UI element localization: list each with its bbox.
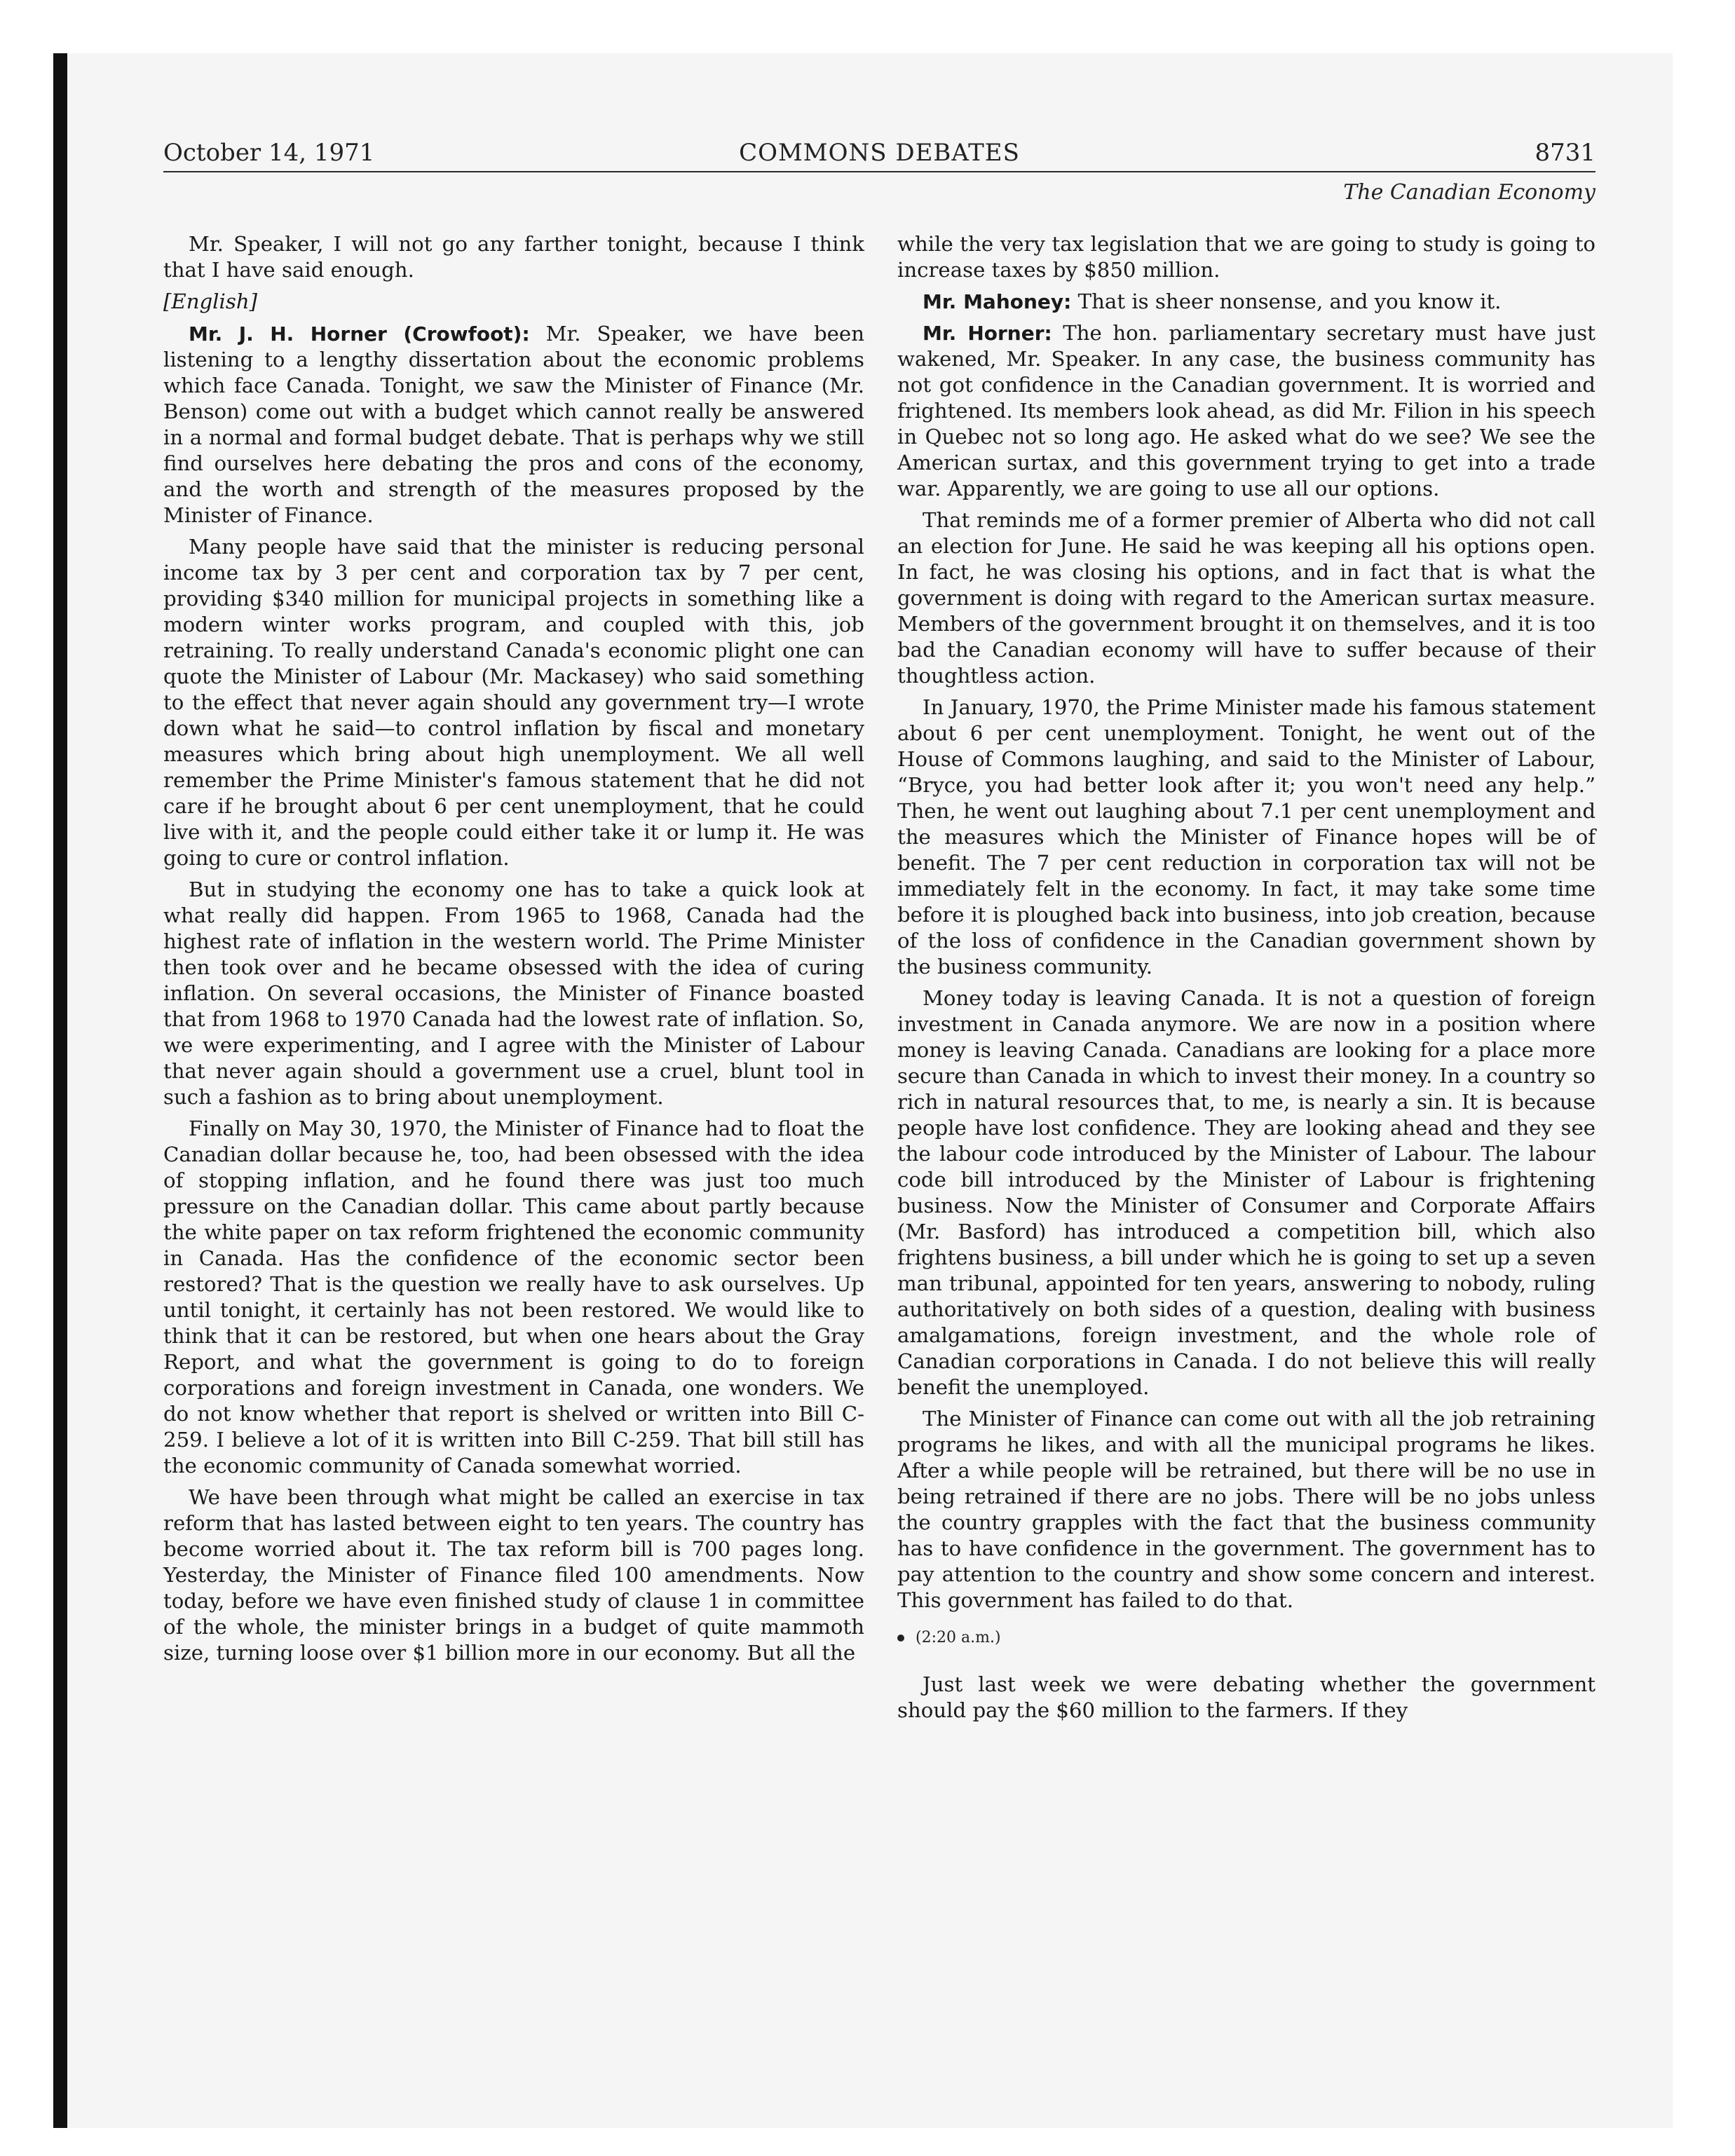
paragraph-text: The hon. parliamentary secretary must have just wakened, Mr. Speaker. In any case, the business community has not got confidence in the Canadian government. It is worried and frightened. Its members look ahead, as did Mr. Filion in his speech in Quebec not so long ago. He asked what do we see? We see the American surtax, and this government trying to get into a trade war. Apparently, we are going to use all our options. xyxy=(897,321,1595,500)
right-column xyxy=(897,231,1595,1729)
header-title: COMMONS DEBATES xyxy=(739,139,1020,167)
header-date: October 14, 1971 xyxy=(163,139,375,167)
paragraph xyxy=(897,289,1595,315)
timestamp-text: (2:20 a.m.) xyxy=(916,1629,1001,1646)
paragraph xyxy=(897,320,1595,502)
section-title: The Canadian Economy xyxy=(1343,180,1595,205)
paragraph: Just last week we were debating whether the government should pay the $60 million to the farmers. If they xyxy=(897,1672,1595,1722)
paragraph xyxy=(163,321,864,528)
paragraph-text: Mr. Speaker, we have been listening to a lengthy dissertation about the economic problems which face Canada. Tonight, we saw the Minister of Finance (Mr. Benson) come out with a budget which cannot really be answered in a normal and formal budget debate. That is perhaps why we still find ourselves here debating the pros and cons of the economy, and the worth and strength of the measures proposed by the Minister of Finance. xyxy=(163,322,864,527)
paragraph: Money today is leaving Canada. It is not a question of foreign investment in Canada anymore. We are now in a position where money is leaving Canada. Canadians are looking for a place more secure than Canada in which to invest their money. In a country so rich in natural resources that, to me, is nearly a sin. It is because people have lost confidence. They are looking ahead and they see the labour code introduced by the Minister of Labour. The labour code bill introduced by the Minister of Labour is frightening business. Now the Minister of Consumer and Corporate Affairs (Mr. Basford) has introduced a competition bill, which also frightens business, a bill under which he is going to set up a seven man tribunal, appointed for ten years, answering to nobody, ruling authoritatively on both sides of a question, dealing with business amalgamations, foreign investment, and the whole role of Canadian corporations in Canada. I do not believe this will really benefit the unemployed. xyxy=(897,986,1595,1399)
header-page-number: 8731 xyxy=(1535,139,1595,167)
paragraph: But in studying the economy one has to take a quick look at what really did happen. From 1965 to 1968, Canada had the highest rate of inflation in the western world. The Prime Minister then took over and he became obsessed with the idea of curing inflation. On several occasions, the Minister of Finance boasted that from 1968 to 1970 Canada had the lowest rate of inflation. So, we were experimenting, and I agree with the Minister of Labour that never again should a government use a cruel, blunt tool in such a fashion as to bring about unemployment. xyxy=(163,878,864,1109)
page-header xyxy=(163,137,1595,172)
language-marker: [English] xyxy=(163,289,258,313)
left-column xyxy=(163,231,864,1672)
paragraph: The Minister of Finance can come out with all the job retraining programs he likes, and with all the municipal programs he likes. After a while people will be retrained, but there will be no use in being retrained if there are no jobs. There will be no jobs unless the country grapples with the fact that the business community has to have confidence in the government. The government has to pay attention to the country and show some concern and interest. This government has failed to do that. xyxy=(897,1407,1595,1612)
paragraph: We have been through what might be called an exercise in tax reform that has lasted between eight to ten years. The country has become worried about it. The tax reform bill is 700 pages long. Yesterday, the Minister of Finance filed 100 amendments. Now today, before we have even finished study of clause 1 in committee of the whole, the minister brings in a budget of quite mammoth size, turning loose over $1 billion more in our economy. But all the xyxy=(163,1485,864,1665)
paragraph: That reminds me of a former premier of Alberta who did not call an election for June. He said he was keeping all his options open. In fact, he was closing his options, and in fact that is what the government is doing with regard to the American surtax measure. Members of the government brought it on themselves, and it is too bad the Canadian economy will have to suffer because of their thoughtless action. xyxy=(897,508,1595,688)
speaker-name: Mr. Horner: xyxy=(923,322,1052,345)
paragraph: Finally on May 30, 1970, the Minister of Finance had to float the Canadian dollar because he, too, had been obsessed with the idea of stopping inflation, and he found there was just too much pressure on the Canadian dollar. This came about partly because the white paper on tax reform frightened the economic community in Canada. Has the confidence of the economic sector been restored? That is the question we really have to ask ourselves. Up until tonight, it certainly has not been restored. We would like to think that it can be restored, but when one hears about the Gray Report, and what the government is going to do to foreign corporations and foreign investment in Canada, one wonders. We do not know whether that report is shelved or written into Bill C-259. I believe a lot of it is written into Bill C-259. That bill still has the economic community of Canada somewhat worried. xyxy=(163,1117,864,1478)
paragraph: while the very tax legislation that we are going to study is going to increase taxes by $850 million. xyxy=(897,232,1595,282)
paragraph: Many people have said that the minister is reducing personal income tax by 3 per cent and corporation tax by 7 per cent, providing $340 million for municipal projects in something like a modern winter works program, and coupled with this, job retraining. To really understand Canada's economic plight one can quote the Minister of Labour (Mr. Mackasey) who said something to the effect that never again should any government try—I wrote down what he said—to control inflation by fiscal and monetary measures which bring about high unemployment. We all well remember the Prime Minister's famous statement that he did not care if he brought about 6 per cent unemployment, that he could live with it, and the people could either take it or lump it. He was going to cure or control inflation. xyxy=(163,535,864,870)
speaker-name: Mr. Mahoney: xyxy=(923,290,1072,313)
speaker-name: Mr. J. H. Horner (Crowfoot): xyxy=(189,322,530,346)
paragraph-text: That is sheer nonsense, and you know it. xyxy=(1071,289,1502,313)
timestamp xyxy=(897,1625,1595,1651)
scan-edge-bar xyxy=(53,53,67,2128)
bullet-icon xyxy=(897,1635,904,1642)
paragraph: Mr. Speaker, I will not go any farther tonight, because I think that I have said enough. xyxy=(163,232,864,282)
paragraph: In January, 1970, the Prime Minister made his famous statement about 6 per cent unemployment. Tonight, he went out of the House of Commons laughing, and said to the Minister of Labour, “Bryce, you had better look after it; you won't need any help.” Then, he went out laughing about 7.1 per cent unemployment and the measures which the Minister of Finance hopes will be of benefit. The 7 per cent reduction in corporation tax will not be immediately felt in the economy. In fact, it may take some time before it is ploughed back into business, into job creation, because of the loss of confidence in the Canadian government shown by the business community. xyxy=(897,695,1595,978)
